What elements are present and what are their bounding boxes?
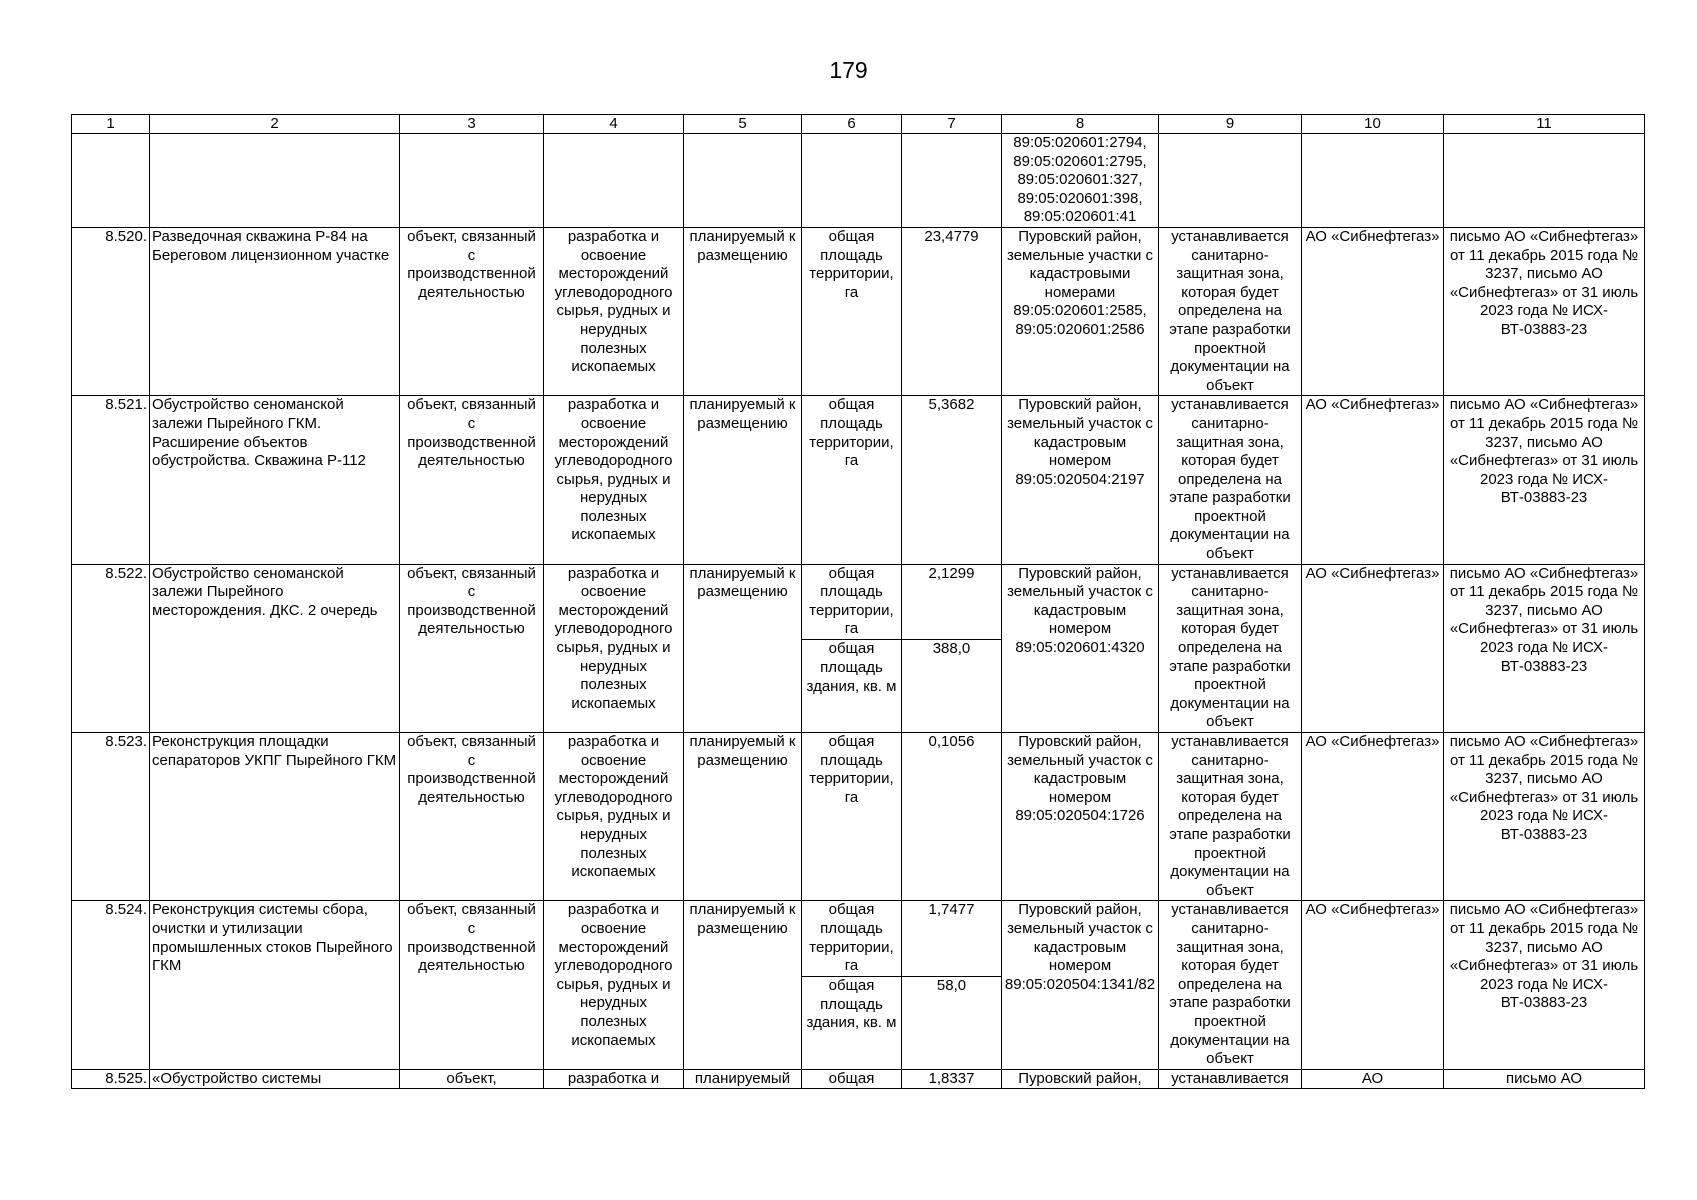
- cadastral-number: 89:05:020601:327,: [1017, 171, 1143, 189]
- source-letter: письмо АО «Сибнефтегаз» от 11 декабрь 2015 года № 3237, письмо АО «Сибнефтегаз» от 31 июль 2023 года № ИСХ-ВТ-03883-23: [1444, 396, 1645, 564]
- table-row: [72, 901, 1645, 977]
- activity: разработка и: [544, 1069, 684, 1088]
- owner: АО: [1302, 1069, 1444, 1088]
- col-header-11: 11: [1444, 115, 1645, 134]
- owner: АО «Сибнефтегаз»: [1302, 901, 1444, 1069]
- source-letter: письмо АО «Сибнефтегаз» от 11 декабрь 2015 года № 3237, письмо АО «Сибнефтегаз» от 31 июль 2023 года № ИСХ-ВТ-03883-23: [1444, 733, 1645, 901]
- source-letter: письмо АО «Сибнефтегаз» от 11 декабрь 2015 года № 3237, письмо АО «Сибнефтегаз» от 31 июль 2023 года № ИСХ-ВТ-03883-23: [1444, 564, 1645, 732]
- col-header-9: 9: [1159, 115, 1302, 134]
- object-name: Реконструкция площадки сепараторов УКПГ Пырейного ГКМ: [150, 733, 400, 901]
- protection-zone: устанавливается санитарно-защитная зона, которая будет определена на этапе разработки проектной документации на объект: [1159, 733, 1302, 901]
- register-table: [71, 114, 1645, 1089]
- object-type: объект, связанный с производственной деятельностью: [400, 901, 544, 1069]
- object-name: Разведочная скважина Р-84 на Береговом лицензионном участке: [150, 227, 400, 395]
- source-letter: письмо АО: [1444, 1069, 1645, 1088]
- metric-label: общая площадь территории, га: [802, 733, 902, 901]
- metric-label: общая площадь здания, кв. м: [802, 640, 902, 733]
- metric-value: 388,0: [902, 640, 1002, 733]
- activity: разработка и освоение месторождений углеводородного сырья, рудных и нерудных полезных ископаемых: [544, 733, 684, 901]
- object-name: «Обустройство системы: [150, 1069, 400, 1088]
- object-type: объект, связанный с производственной деятельностью: [400, 564, 544, 732]
- cadastral-number: 89:05:020601:398,: [1017, 189, 1143, 207]
- page-number: 179: [829, 57, 868, 83]
- object-name: Реконструкция системы сбора, очистки и утилизации промышленных стоков Пырейного ГКМ: [150, 901, 400, 1069]
- location: Пуровский район, земельные участки с кадастровыми номерами 89:05:020601:2585, 89:05:020601:2586: [1002, 227, 1159, 395]
- activity: разработка и освоение месторождений углеводородного сырья, рудных и нерудных полезных ископаемых: [544, 564, 684, 732]
- protection-zone: устанавливается санитарно-защитная зона, которая будет определена на этапе разработки проектной документации на объект: [1159, 396, 1302, 564]
- metric-value: 2,1299: [902, 564, 1002, 640]
- protection-zone: устанавливается санитарно-защитная зона, которая будет определена на этапе разработки проектной документации на объект: [1159, 901, 1302, 1069]
- source-letter: письмо АО «Сибнефтегаз» от 11 декабрь 2015 года № 3237, письмо АО «Сибнефтегаз» от 31 июль 2023 года № ИСХ-ВТ-03883-23: [1444, 901, 1645, 1069]
- col-header-8: 8: [1002, 115, 1159, 134]
- table-row: [72, 227, 1645, 395]
- activity: разработка и освоение месторождений углеводородного сырья, рудных и нерудных полезных ископаемых: [544, 227, 684, 395]
- protection-zone: устанавливается: [1159, 1069, 1302, 1088]
- location: Пуровский район, земельный участок с кадастровым номером 89:05:020504:1726: [1002, 733, 1159, 901]
- metric-label: общая площадь здания, кв. м: [802, 977, 902, 1070]
- row-number: 8.524.: [72, 901, 150, 1069]
- metric-label: общая: [802, 1069, 902, 1088]
- metric-value: 23,4779: [902, 227, 1002, 395]
- header-row: [72, 115, 1645, 134]
- owner: АО «Сибнефтегаз»: [1302, 564, 1444, 732]
- col-header-7: 7: [902, 115, 1002, 134]
- status: планируемый к размещению: [684, 227, 802, 395]
- cadastral-number: 89:05:020601:2795,: [1013, 152, 1147, 170]
- row-number: 8.520.: [72, 227, 150, 395]
- location: Пуровский район,: [1002, 1069, 1159, 1088]
- metric-value: 58,0: [902, 977, 1002, 1070]
- col-header-3: 3: [400, 115, 544, 134]
- status: планируемый к размещению: [684, 901, 802, 1069]
- protection-zone: устанавливается санитарно-защитная зона, которая будет определена на этапе разработки проектной документации на объект: [1159, 227, 1302, 395]
- col-header-5: 5: [684, 115, 802, 134]
- owner: АО «Сибнефтегаз»: [1302, 396, 1444, 564]
- col-header-6: 6: [802, 115, 902, 134]
- cadastral-number: 89:05:020601:2794,: [1013, 134, 1147, 151]
- table-row: [72, 564, 1645, 640]
- status: планируемый к размещению: [684, 564, 802, 732]
- object-type: объект,: [400, 1069, 544, 1088]
- col-header-10: 10: [1302, 115, 1444, 134]
- table-row: [72, 733, 1645, 901]
- table-row-partial: [72, 1069, 1645, 1088]
- protection-zone: устанавливается санитарно-защитная зона, которая будет определена на этапе разработки проектной документации на объект: [1159, 564, 1302, 732]
- continuation-row: [72, 134, 1645, 228]
- table-row: [72, 396, 1645, 564]
- row-number: 8.523.: [72, 733, 150, 901]
- metric-value: 1,7477: [902, 901, 1002, 977]
- metric-value: 5,3682: [902, 396, 1002, 564]
- col-header-4: 4: [544, 115, 684, 134]
- source-letter: письмо АО «Сибнефтегаз» от 11 декабрь 2015 года № 3237, письмо АО «Сибнефтегаз» от 31 июль 2023 года № ИСХ-ВТ-03883-23: [1444, 227, 1645, 395]
- cadastral-number: 89:05:020601:41: [1023, 208, 1137, 226]
- activity: разработка и освоение месторождений углеводородного сырья, рудных и нерудных полезных ископаемых: [544, 396, 684, 564]
- object-type: объект, связанный с производственной деятельностью: [400, 733, 544, 901]
- row-number: 8.521.: [72, 396, 150, 564]
- owner: АО «Сибнефтегаз»: [1302, 227, 1444, 395]
- status: планируемый к размещению: [684, 733, 802, 901]
- metric-label: общая площадь территории, га: [802, 901, 902, 977]
- metric-value: 0,1056: [902, 733, 1002, 901]
- location: Пуровский район, земельный участок с кадастровым номером 89:05:020601:4320: [1002, 564, 1159, 732]
- metric-label: общая площадь территории, га: [802, 396, 902, 564]
- row-number: 8.525.: [72, 1069, 150, 1088]
- object-type: объект, связанный с производственной деятельностью: [400, 396, 544, 564]
- object-type: объект, связанный с производственной деятельностью: [400, 227, 544, 395]
- object-name: Обустройство сеноманской залежи Пырейного ГКМ. Расширение объектов обустройства. Скважина Р-112: [150, 396, 400, 564]
- activity: разработка и освоение месторождений углеводородного сырья, рудных и нерудных полезных ископаемых: [544, 901, 684, 1069]
- metric-value: 1,8337: [902, 1069, 1002, 1088]
- location: Пуровский район, земельный участок с кадастровым номером 89:05:020504:1341/82: [1002, 901, 1159, 1069]
- metric-label: общая площадь территории, га: [802, 227, 902, 395]
- col-header-2: 2: [150, 115, 400, 134]
- cadastral-list: [1002, 134, 1159, 228]
- row-number: 8.522.: [72, 564, 150, 732]
- col-header-1: 1: [72, 115, 150, 134]
- status: планируемый: [684, 1069, 802, 1088]
- owner: АО «Сибнефтегаз»: [1302, 733, 1444, 901]
- status: планируемый к размещению: [684, 396, 802, 564]
- metric-label: общая площадь территории, га: [802, 564, 902, 640]
- location: Пуровский район, земельный участок с кадастровым номером 89:05:020504:2197: [1002, 396, 1159, 564]
- object-name: Обустройство сеноманской залежи Пырейного месторождения. ДКС. 2 очередь: [150, 564, 400, 732]
